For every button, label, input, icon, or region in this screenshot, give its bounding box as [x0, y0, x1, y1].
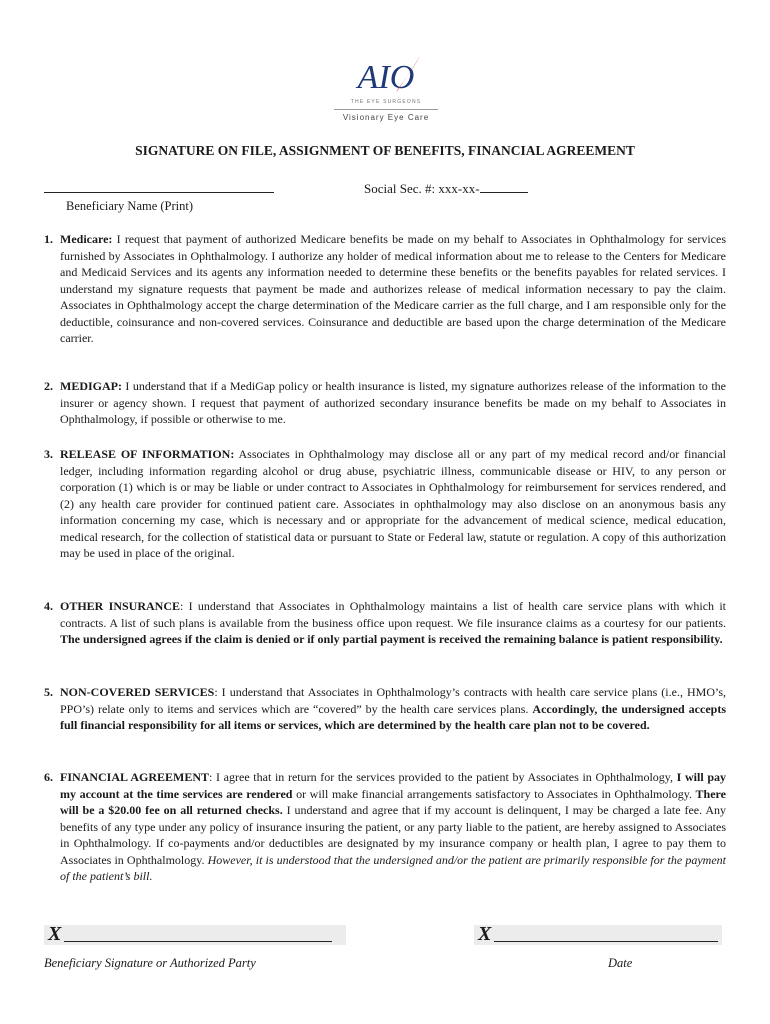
section-number: 3. [44, 447, 53, 461]
section-medigap [44, 378, 726, 428]
section-text: : I agree that in return for the services provided to the patient by Associates in Ophthalmology, [209, 770, 677, 784]
section-body [60, 769, 726, 885]
section-text: Associates in Ophthalmology may disclose all or any part of my medical record and/or financial ledger, including information regarding alcohol or drug abuse, psychiatric illness, communicable disease or HIV, to any person or corporation (1) which is or may be liable or under contract to Associates in Ophthalmology for reimbursement for services rendered, and (2) any health care provider for continued patient care. Associates in ophthalmology may also disclose on an anonymous basis any information concerning my case, which is necessary and or appropriate for the advancement of medical science, medical education, medical research, for the collection of statistical data or pursuant to State or Federal law, statute or regulation. A copy of this authorization may be used in place of the original. [60, 447, 726, 560]
section-release-of-information [44, 446, 726, 562]
section-number: 6. [44, 770, 53, 784]
section-heading: Medicare: [60, 232, 113, 246]
section-body [60, 231, 726, 347]
section-number: 1. [44, 232, 53, 246]
beneficiary-name-field[interactable] [44, 180, 274, 193]
section-number: 5. [44, 685, 53, 699]
section-medicare [44, 231, 726, 347]
section-number: 2. [44, 379, 53, 393]
section-text: : I understand that Associates in Ophthalmology’s contracts with health care service plans (i.e., HMO’s, PPO’s) relate only to items and services which are “covered” by the health care services plans. [60, 685, 726, 716]
logo-subtitle: Visionary Eye Care [342, 113, 430, 122]
ssn-input[interactable] [480, 180, 528, 193]
section-body [60, 378, 726, 428]
section-heading: RELEASE OF INFORMATION: [60, 447, 235, 461]
section-bold-text: There will be a $20.00 fee on all returned checks. [60, 786, 726, 817]
date-x-mark: X [478, 923, 492, 945]
logo-mark-text: AIO [357, 59, 415, 96]
section-bold-text: Accordingly, the undersigned accepts full financial responsibility for all items or services, which are determined by the health care plan not to be covered. [60, 701, 726, 732]
document-title: SIGNATURE ON FILE, ASSIGNMENT OF BENEFITS, FINANCIAL AGREEMENT [135, 143, 635, 158]
section-heading: OTHER INSURANCE [60, 599, 180, 613]
beneficiary-signature-label: Beneficiary Signature or Authorized Party [44, 956, 256, 970]
date-line [494, 941, 718, 942]
aio-logo-mark [330, 52, 442, 100]
section-other-insurance [44, 598, 726, 648]
signature-line [64, 941, 332, 942]
logo-tagline: THE EYE SURGEONS [350, 99, 422, 105]
logo-divider [334, 109, 438, 110]
date-signature-field[interactable] [474, 925, 722, 945]
section-heading: FINANCIAL AGREEMENT [60, 770, 210, 784]
section-text: : I understand that Associates in Ophthalmology maintains a list of health care service plans with which it contracts. A list of such plans is available from the business office upon request. We file insurance claims as a courtesy for our patients. [60, 599, 727, 630]
logo [330, 52, 442, 126]
section-text: or will make financial arrangements satisfactory to Associates in Ophthalmology. [292, 786, 696, 801]
section-body [60, 684, 726, 734]
section-body [60, 446, 726, 562]
section-text: I understand that if a MediGap policy or health insurance is listed, my signature authorizes release of the information to the insurer or agency shown. I request that payment of authorized secondary insurance benefits be made on my behalf to Associates in Ophthalmology, if possible or otherwise to me. [60, 379, 726, 426]
signature-x-mark: X [48, 923, 62, 945]
date-label: Date [608, 956, 633, 970]
section-text: I understand and agree that if my account is delinquent, I may be charged a late fee. Any benefits of any type under any policy of insurance insuring the patient, or any party liable to the patient, are hereby assigned to Associates in Ophthalmology. If co-payments and/or deductibles are designated by my insurance company or health plan, I agree to pay them to Associates in Ophthalmology. [60, 803, 726, 867]
section-heading: MEDIGAP: [60, 379, 122, 393]
section-text: I request that payment of authorized Medicare benefits be made on my behalf to Associates in Ophthalmology for services furnished by Associates in Ophthalmology. I authorize any holder of medical information about me to release to the Centers for Medicare and Medicaid Services and its agents any information needed to determine these benefits or the benefits payables for related services. I understand my signature requests that payment be made and authorizes release of medical information necessary to pay the claim. Associates in Ophthalmology accept the charge determination of the Medicare carrier as the full charge, and I am responsible only for the deductible, coinsurance and non-covered services. Coinsurance and deductible are based upon the charge determination of the Medicare carrier. [60, 232, 726, 345]
section-non-covered-services [44, 684, 726, 734]
section-financial-agreement [44, 769, 726, 885]
beneficiary-signature-field[interactable] [44, 925, 346, 945]
ssn-field-group [364, 180, 528, 197]
beneficiary-name-label: Beneficiary Name (Print) [66, 199, 194, 213]
ssn-label: Social Sec. #: xxx-xx- [364, 181, 480, 196]
section-italic-text: However, it is understood that the undersigned and/or the patient are primarily responsible for the payment of the patient’s bill. [60, 852, 726, 883]
section-body [60, 598, 726, 648]
section-number: 4. [44, 599, 53, 613]
section-heading: NON-COVERED SERVICES [60, 685, 215, 699]
section-bold-text: The undersigned agrees if the claim is denied or if only partial payment is received the remaining balance is patient responsibility. [60, 632, 723, 646]
section-bold-text: I will pay my account at the time services are rendered [60, 770, 727, 801]
